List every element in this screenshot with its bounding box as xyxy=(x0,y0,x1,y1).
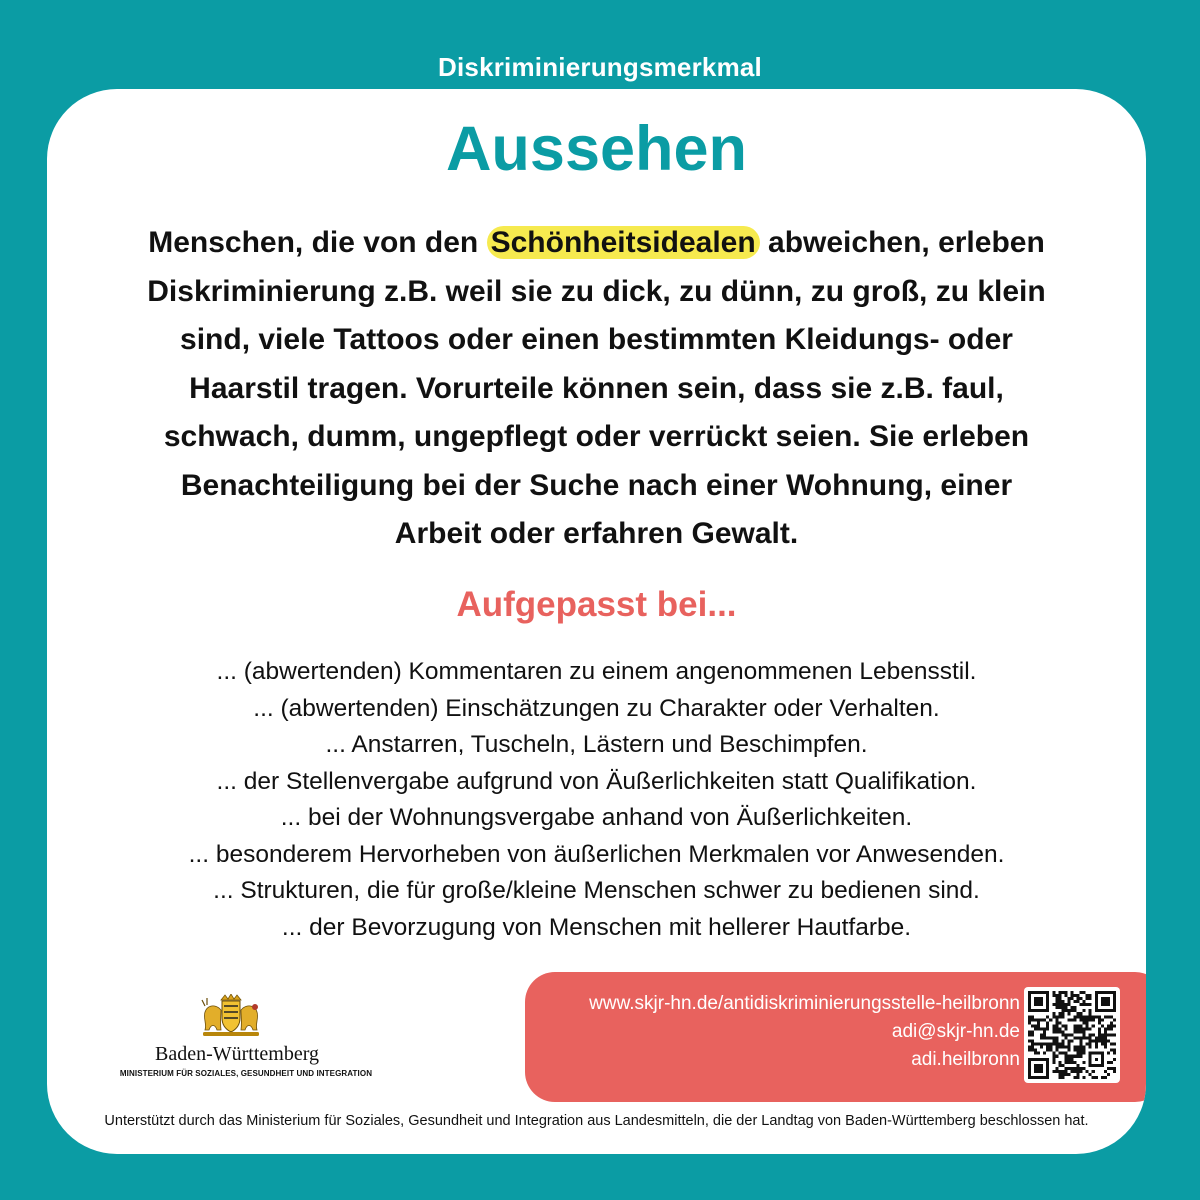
logo-subtitle: MINISTERIUM FÜR SOZIALES, GESUNDHEIT UND INTEGRATION xyxy=(119,1069,373,1078)
social-handle[interactable]: adi.heilbronn xyxy=(911,1049,1020,1070)
list-item: ... (abwertenden) Kommentaren zu einem angenommenen Lebensstil. xyxy=(216,658,977,685)
list-item: ... Strukturen, die für große/kleine Menschen schwer zu bedienen sind. xyxy=(213,877,980,904)
intro-paragraph xyxy=(137,219,1056,559)
intro-text-start: Menschen, die von den xyxy=(148,226,487,259)
list-item: ... (abwertenden) Einschätzungen zu Charakter oder Verhalten. xyxy=(253,694,940,722)
qr-code-icon[interactable] xyxy=(1024,987,1120,1083)
ministry-logo xyxy=(107,994,373,1078)
email-link[interactable]: adi@skjr-hn.de xyxy=(891,1021,1020,1042)
coat-of-arms-icon xyxy=(195,994,267,1042)
list-item: ... besonderem Hervorheben von äußerlichen Merkmalen vor Anwesenden. xyxy=(188,840,1005,868)
info-card xyxy=(47,89,1146,1154)
website-link[interactable]: www.skjr-hn.de/antidiskriminierungsstelle-heilbronn xyxy=(589,993,1020,1014)
logo-name: Baden-Württemberg xyxy=(154,1043,319,1065)
list-item: ... der Bevorzugung von Menschen mit hellerer Hautfarbe. xyxy=(281,913,912,941)
page-title: Aussehen xyxy=(445,114,748,184)
aufgepasst-list xyxy=(87,654,1106,946)
contact-lines xyxy=(589,990,1020,1074)
intro-text-rest: abweichen, erleben Diskriminierung z.B. weil sie zu dick, zu dünn, zu groß, zu klein sind, viele Tattoos oder einen bestimmten Kleidungs- oder Haarstil tragen. Vorurteile können sein, dass sie z.B. faul, schwach, dumm, ungepflegt oder verrückt seien. Sie erleben Benachteiligung bei der Suche nach einer Wohnung, einer Arbeit oder erfahren Gewalt. xyxy=(147,226,1046,550)
footer-note: Unterstützt durch das Ministerium für Soziales, Gesundheit und Integration aus Landesmitteln, die der Landtag von Baden-Württemberg beschlossen hat. xyxy=(104,1113,1089,1129)
list-item: ... bei der Wohnungsvergabe anhand von Äußerlichkeiten. xyxy=(280,804,913,831)
contact-box xyxy=(525,972,1146,1102)
list-item: ... der Stellenvergabe aufgrund von Äußerlichkeiten statt Qualifikation. xyxy=(216,767,977,795)
category-label: Diskriminierungsmerkmal xyxy=(438,52,762,82)
aufgepasst-heading: Aufgepasst bei... xyxy=(456,585,737,624)
list-item: ... Anstarren, Tuscheln, Lästern und Beschimpfen. xyxy=(325,731,868,758)
highlighted-term: Schönheitsidealen xyxy=(487,226,760,259)
